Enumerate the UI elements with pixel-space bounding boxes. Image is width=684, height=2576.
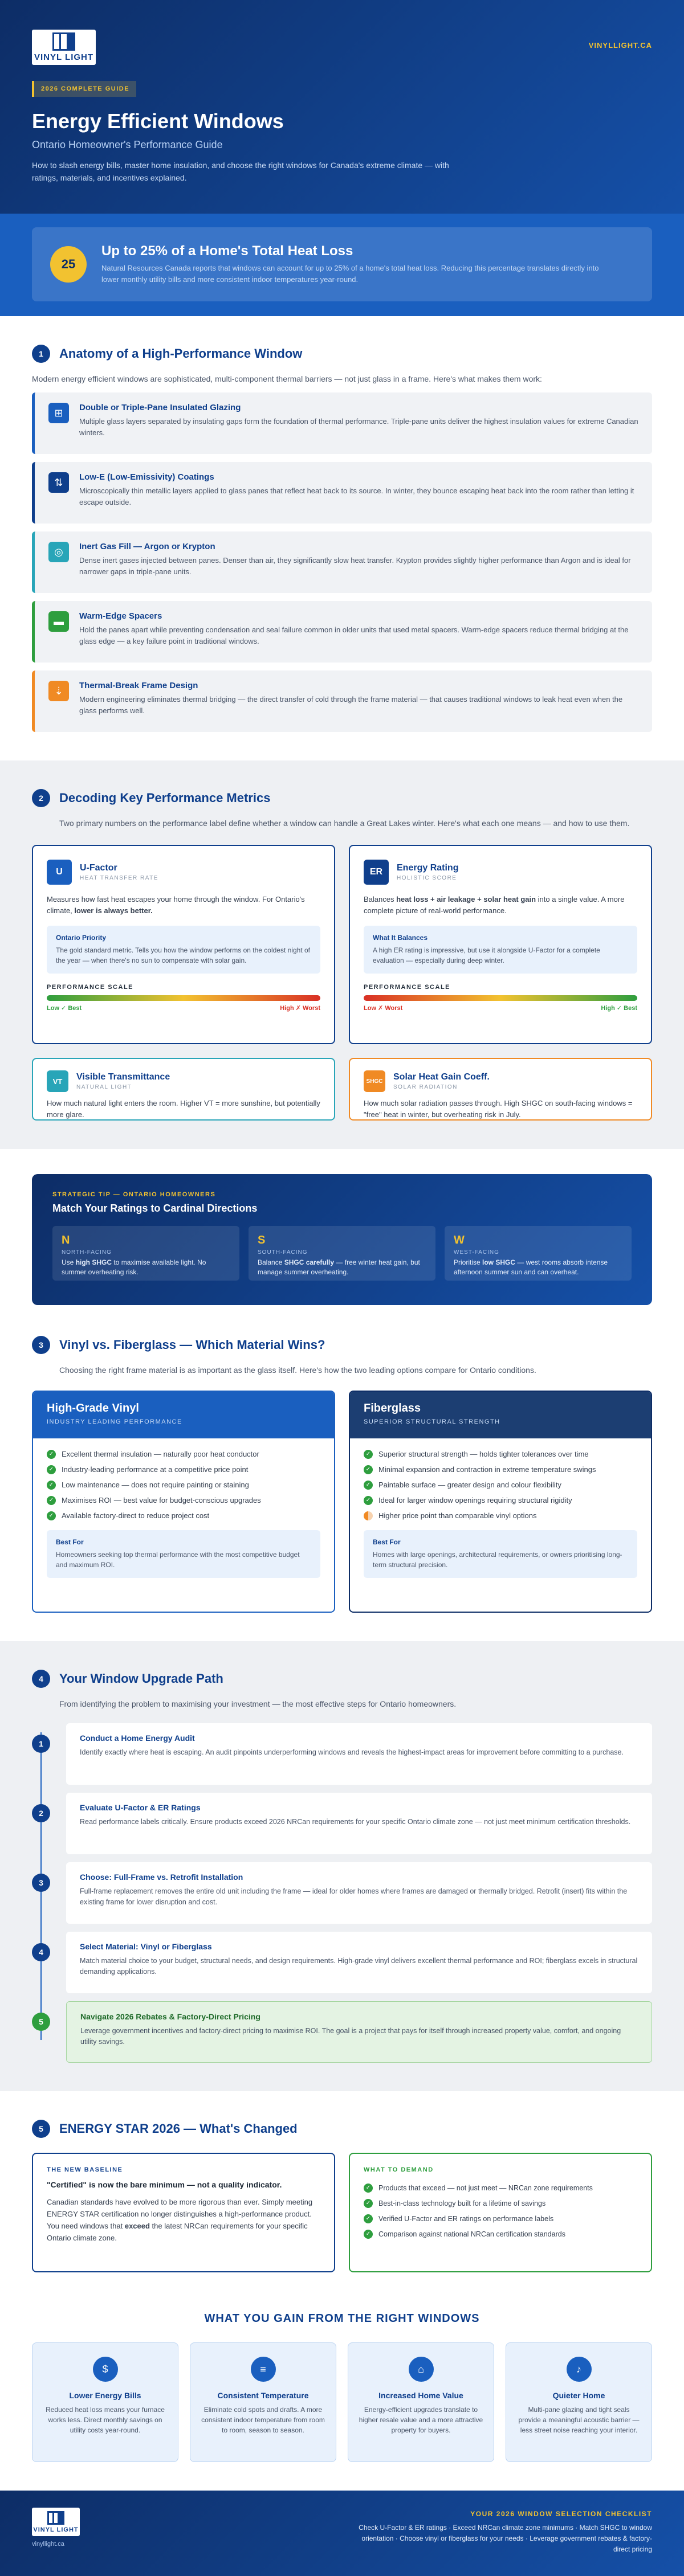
vt-badge: VT [47,1070,68,1092]
section-title: ENERGY STAR 2026 — What's Changed [59,2121,298,2136]
step-title: Select Material: Vinyl or Fiberglass [80,1942,212,1951]
benefit-text: Eliminate cold spots and drafts. A more consistent indoor temperature from room to room, season to season. [201,2406,325,2434]
fiberglass-title: Fiberglass [364,1402,421,1414]
anatomy-item-title: Low-E (Low-Emissivity) Coatings [79,472,214,482]
footer-url-link[interactable]: vinyllight.ca [32,2541,64,2548]
scale-high-label: High ✗ Worst [280,1005,320,1012]
step-title: Evaluate U-Factor & ER Ratings [80,1803,201,1812]
step-card [66,1862,652,1924]
check-icon: ✓ [364,2184,373,2193]
check-icon: ✓ [364,2199,373,2208]
step-card [66,1793,652,1854]
window-logo-icon [47,2511,64,2525]
feature-text: Comparison against national NRCan certification standards [378,2230,565,2238]
feature-item [47,1477,320,1493]
scale-low-label: Low ✗ Worst [364,1005,403,1012]
check-icon [364,1511,373,1520]
quiet-icon: ♪ [567,2357,592,2382]
value-icon: ⌂ [409,2357,434,2382]
benefit-title: Increased Home Value [378,2391,463,2400]
vinyl-card [32,1391,335,1613]
demand-kicker: WHAT TO DEMAND [364,2166,434,2173]
baseline-kicker: THE NEW BASELINE [47,2166,123,2173]
upgrade-steps [32,1723,652,2063]
benefit-text: Multi-pane glazing and tight seals provide a meaningful acoustic barrier — less street noise reaching your interior. [518,2406,640,2434]
thermal-break-icon: ⇣ [48,681,69,701]
vinyl-feature-list [33,1438,334,1523]
feature-item [364,2180,637,2195]
scale-low-label: Low ✓ Best [47,1005,82,1012]
anatomy-item [32,531,652,593]
step-text: Identify exactly where heat is escaping. An audit pinpoints underperforming windows and reveals the highest-impact areas for improvement before committing to a purchase. [80,1748,624,1756]
shgc-card [349,1058,652,1121]
performance-scale-label: PERFORMANCE SCALE [364,984,451,991]
section-intro: From identifying the problem to maximising your investment — the most effective steps for Ontario homeowners. [59,1699,457,1708]
upgrade-step [32,2001,652,2063]
vinyl-best-for: Best For Homeowners seeking top thermal performance with the most competitive budget and maximum ROI. [47,1530,320,1578]
feature-item [47,1462,320,1477]
step-text: Leverage government incentives and factory-direct pricing to maximise ROI. The goal is a project that pays for itself through increased property value, comfort, and ongoing utility savings. [80,2027,621,2046]
benefits-grid [32,2342,652,2462]
section-number: 3 [32,1336,50,1354]
u-factor-badge: U [47,860,72,885]
step-title: Conduct a Home Energy Audit [80,1733,195,1743]
feature-item [364,1446,637,1462]
direction-name: SOUTH-FACING [258,1249,308,1256]
heat-loss-stat-band [0,214,684,316]
check-icon: ✓ [364,1481,373,1490]
feature-item [364,2195,637,2211]
page-description: How to slash energy bills, master home insulation, and choose the right windows for Canada's extreme climate — with ratings, materials, and incentives explained. [32,161,449,182]
step-number: 1 [32,1735,50,1753]
performance-scale-label: PERFORMANCE SCALE [47,984,134,991]
shgc-badge: SHGC [364,1070,385,1092]
u-factor-scale-bar [47,995,320,1001]
step-card [66,2001,652,2063]
step-title: Navigate 2026 Rebates & Factory-Direct Pricing [80,2012,260,2021]
upgrade-step [32,1723,652,1785]
step-number: 3 [32,1874,50,1892]
step-text: Read performance labels critically. Ensure products exceed 2026 NRCan requirements for your specific Ontario climate zone — not just meet minimum certification thresholds. [80,1818,631,1826]
benefit-card [506,2342,652,2462]
anatomy-item [32,670,652,732]
metrics-section [0,760,684,1149]
feature-item [364,1477,637,1493]
benefit-title: Lower Energy Bills [69,2391,141,2400]
er-badge: ER [364,860,389,885]
window-logo-icon [52,32,75,51]
direction-card [52,1226,239,1281]
feature-item [364,1508,637,1523]
energy-rating-card [349,845,652,1044]
check-icon: ✓ [364,2214,373,2223]
savings-icon: $ [93,2357,118,2382]
gas-icon: ◎ [48,542,69,562]
what-to-demand-card [349,2153,652,2272]
benefit-card [348,2342,494,2462]
step-number: 2 [32,1804,50,1822]
step-text: Full-frame replacement removes the entire old unit including the frame — ideal for older homes where frames are damaged or thermally bridged. Retrofit (insert) fits within the existing frame for lower disruption and cost. [80,1887,628,1906]
page-subtitle: Ontario Homeowner's Performance Guide [32,139,223,150]
anatomy-item-text: Microscopically thin metallic layers applied to glass panes that reflect heat back to its source. In winter, they bounce escaping heat back into the room rather than letting it escape outside. [79,486,634,506]
checklist-text: Check U-Factor & ER ratings · Exceed NRCan climate zone minimums · Match SHGC to window orientation · Choose vinyl or fiberglass for your needs · Leverage government rebates & factory-direct pricing [359,2524,652,2553]
step-card [66,1932,652,1993]
spacer-icon: ▬ [48,611,69,632]
vt-kicker: NATURAL LIGHT [76,1084,132,1090]
pane-icon: ⊞ [48,403,69,423]
feature-text: Available factory-direct to reduce project cost [62,1511,210,1520]
section-title: Decoding Key Performance Metrics [59,791,271,805]
direction-description: Prioritise low SHGC — west rooms absorb intense afternoon summer sun and can overheat. [454,1258,608,1276]
check-icon: ✓ [364,2230,373,2239]
feature-text: Excellent thermal insulation — naturally poor heat conductor [62,1450,259,1458]
direction-name: NORTH-FACING [62,1249,112,1256]
feature-item [47,1493,320,1508]
fiberglass-kicker: SUPERIOR STRUCTURAL STRENGTH [364,1418,500,1425]
benefit-card [32,2342,178,2462]
page-footer [0,2491,684,2576]
feature-text: Paintable surface — greater design and colour flexibility [378,1481,561,1489]
step-title: Choose: Full-Frame vs. Retrofit Installation [80,1872,243,1882]
direction-description: Balance SHGC carefully — free winter heat gain, but manage summer overheating. [258,1258,420,1276]
direction-letter: W [454,1234,465,1246]
check-icon: ✓ [47,1511,56,1520]
what-it-balances-box: What It Balances A high ER rating is impressive, but use it alongside U-Factor for a complete evaluation — especially during deep winter. [364,926,637,974]
thermometer-icon: ≡ [251,2357,276,2382]
demand-list [364,2180,637,2242]
heat-loss-stat-card [32,227,652,301]
section-title: Anatomy of a High-Performance Window [59,346,303,361]
vt-description: How much natural light enters the room. Higher VT = more sunshine, but potentially more glare. [47,1099,320,1119]
section-number: 4 [32,1670,50,1688]
company-logo[interactable] [32,30,96,65]
visible-transmittance-card [32,1058,335,1121]
u-factor-description: Measures how fast heat escapes your home through the window. For Ontario's climate, lower is always better. [47,895,305,915]
benefits-section [0,2301,684,2491]
feature-text: Products that exceed — not just meet — NRCan zone requirements [378,2184,593,2192]
feature-item [364,2226,637,2242]
feature-item [364,1462,637,1477]
upgrade-step [32,1862,652,1924]
checklist-title: YOUR 2026 WINDOW SELECTION CHECKLIST [470,2510,652,2518]
upgrade-path-section [0,1641,684,2091]
check-icon: ✓ [47,1481,56,1490]
step-number: 4 [32,1943,50,1961]
feature-text: Superior structural strength — holds tighter tolerances over time [378,1450,589,1458]
anatomy-item-text: Hold the panes apart while preventing condensation and seal failure common in older units that used metal spacers. Warm-edge spacers reduce thermal bridging at the glass edge — a key failure point in traditional windows. [79,625,629,645]
direction-letter: N [62,1234,70,1246]
anatomy-item-title: Double or Triple-Pane Insulated Glazing [79,403,241,412]
step-text: Match material choice to your budget, structural needs, and design requirements. High-grade vinyl delivers excellent thermal performance and ROI; fiberglass excels in structural demanding applications. [80,1957,638,1976]
feature-text: Verified U-Factor and ER ratings on performance labels [378,2214,554,2223]
feature-text: Ideal for larger window openings requiring structural rigidity [378,1496,572,1504]
anatomy-list [32,392,652,732]
tip-kicker: STRATEGIC TIP — ONTARIO HOMEOWNERS [52,1191,216,1198]
upgrade-step [32,1932,652,1993]
direction-description: Use high SHGC to maximise available light. No summer overheating risk. [62,1258,206,1276]
baseline-body: Canadian standards have evolved to be more rigorous than ever. Simply meeting ENERGY STAR certification no longer distinguishes a high-performance product. You need windows that exceed the latest NRCan requirements for your specific Ontario climate zone. [47,2198,313,2242]
scale-high-label: High ✓ Best [601,1005,637,1012]
fiberglass-card [349,1391,652,1613]
feature-text: Minimal expansion and contraction in extreme temperature swings [378,1465,596,1474]
anatomy-item-title: Thermal-Break Frame Design [79,681,198,690]
u-factor-kicker: HEAT TRANSFER RATE [80,875,158,881]
section-title: Your Window Upgrade Path [59,1671,223,1686]
section-intro: Choosing the right frame material is as important as the glass itself. Here's how the two leading options compare for Ontario conditions. [59,1365,536,1375]
feature-item [364,2211,637,2226]
guide-badge: 2026 COMPLETE GUIDE [32,81,136,97]
check-icon: ✓ [47,1496,56,1505]
anatomy-item-text: Dense inert gases injected between panes. Denser than air, they significantly slow heat transfer. Krypton provides slightly higher performance than Argon and is ideal for narrower gaps in triple-pane units. [79,556,631,576]
section-title: Vinyl vs. Fiberglass — Which Material Wins? [59,1338,325,1352]
benefit-title: Consistent Temperature [217,2391,309,2400]
section-number: 1 [32,345,50,363]
direction-grid [52,1226,632,1281]
benefits-title: WHAT YOU GAIN FROM THE RIGHT WINDOWS [204,2312,480,2325]
shgc-description: How much solar radiation passes through. High SHGC on south-facing windows = "free" heat in winter, but overheating risk in July. [364,1099,633,1119]
fiberglass-best-for: Best For Homes with large openings, architectural requirements, or owners prioritising long-term structural precision. [364,1530,637,1578]
anatomy-item [32,392,652,454]
new-baseline-card [32,2153,335,2272]
anatomy-item-title: Warm-Edge Spacers [79,611,162,621]
hero-header [0,0,684,214]
u-factor-card [32,845,335,1044]
section-intro: Two primary numbers on the performance label define whether a window can handle a Great Lakes winter. Here's what each one means — and how to use them. [59,819,630,828]
feature-text: Low maintenance — does not require painting or staining [62,1481,249,1489]
benefit-text: Reduced heat loss means your furnace works less. Direct monthly savings on utility costs year-round. [46,2406,165,2434]
direction-card [445,1226,632,1281]
fiberglass-feature-list [350,1438,651,1523]
er-title: Energy Rating [397,863,459,873]
vt-title: Visible Transmittance [76,1072,170,1082]
u-factor-title: U-Factor [80,863,117,873]
feature-text: Higher price point than comparable vinyl options [378,1511,537,1520]
footer-logo[interactable] [32,2508,80,2536]
footer-logo-text: VINYL LIGHT [33,2526,79,2533]
feature-text: Industry-leading performance at a competitive price point [62,1465,249,1474]
feature-text: Maximises ROI — best value for budget-conscious upgrades [62,1496,261,1504]
tip-title: Match Your Ratings to Cardinal Directions [52,1203,258,1214]
benefit-card [190,2342,336,2462]
section-intro: Modern energy efficient windows are sophisticated, multi-component thermal barriers — not just glass in a frame. Here's what makes them work: [32,374,542,383]
anatomy-item [32,601,652,663]
anatomy-section [0,316,684,760]
baseline-lead: "Certified" is now the bare minimum — not a quality indicator. [47,2180,282,2189]
feature-item [364,1493,637,1508]
ontario-priority-box: Ontario Priority The gold standard metric. Tells you how the window performs on the coldest night of the year — when there's no sun to compensate with solar gain. [47,926,320,974]
anatomy-item-text: Modern engineering eliminates thermal bridging — the direct transfer of cold through the frame material — that causes traditional windows to leak heat even when the glass performs well. [79,695,623,715]
check-icon: ✓ [364,1465,373,1474]
anatomy-item-text: Multiple glass layers separated by insulating gaps form the foundation of thermal performance. Triple-pane units deliver the highest insulation values for extreme Canadian winters. [79,417,638,437]
strategic-tip-card [32,1174,652,1305]
stat-title: Up to 25% of a Home's Total Heat Loss [101,243,353,259]
section-number: 5 [32,2120,50,2138]
feature-item [47,1508,320,1523]
check-icon: ✓ [47,1450,56,1459]
materials-section [0,1330,684,1641]
step-card [66,1723,652,1785]
shgc-title: Solar Heat Gain Coeff. [393,1072,490,1082]
strategic-tip-section [0,1149,684,1330]
direction-card [249,1226,435,1281]
anatomy-item-title: Inert Gas Fill — Argon or Krypton [79,542,215,551]
er-description: Balances heat loss + air leakage + solar heat gain into a single value. A more complete picture of real-world performance. [364,895,625,915]
benefit-title: Quieter Home [552,2391,605,2400]
feature-text: Best-in-class technology built for a lifetime of savings [378,2199,546,2207]
shgc-kicker: SOLAR RADIATION [393,1084,458,1090]
check-icon: ✓ [364,1496,373,1505]
vinyl-kicker: INDUSTRY LEADING PERFORMANCE [47,1418,182,1425]
vinyl-title: High-Grade Vinyl [47,1402,139,1414]
stat-text: Natural Resources Canada reports that windows can account for up to 25% of a home's total heat loss. Reducing this percentage translates directly into lower monthly utility bills and more consistent indoor temperatures year-round. [101,264,599,284]
feature-item [47,1446,320,1462]
er-scale-bar [364,995,637,1001]
coating-icon: ⇅ [48,472,69,493]
site-url-link[interactable]: VINYLLIGHT.CA [588,41,652,50]
page-title: Energy Efficient Windows [32,109,284,133]
upgrade-step [32,1793,652,1854]
energy-star-section [0,2091,684,2301]
direction-letter: S [258,1234,266,1246]
benefit-text: Energy-efficient upgrades translate to higher resale value and a more attractive property for buyers. [359,2406,483,2434]
step-number: 5 [32,2013,50,2031]
stat-value-circle: 25 [50,246,87,283]
check-icon: ✓ [47,1465,56,1474]
direction-name: WEST-FACING [454,1249,499,1256]
section-number: 2 [32,789,50,807]
check-icon: ✓ [364,1450,373,1459]
logo-text: VINYL LIGHT [34,52,94,62]
anatomy-item [32,462,652,524]
er-kicker: HOLISTIC SCORE [397,875,457,881]
